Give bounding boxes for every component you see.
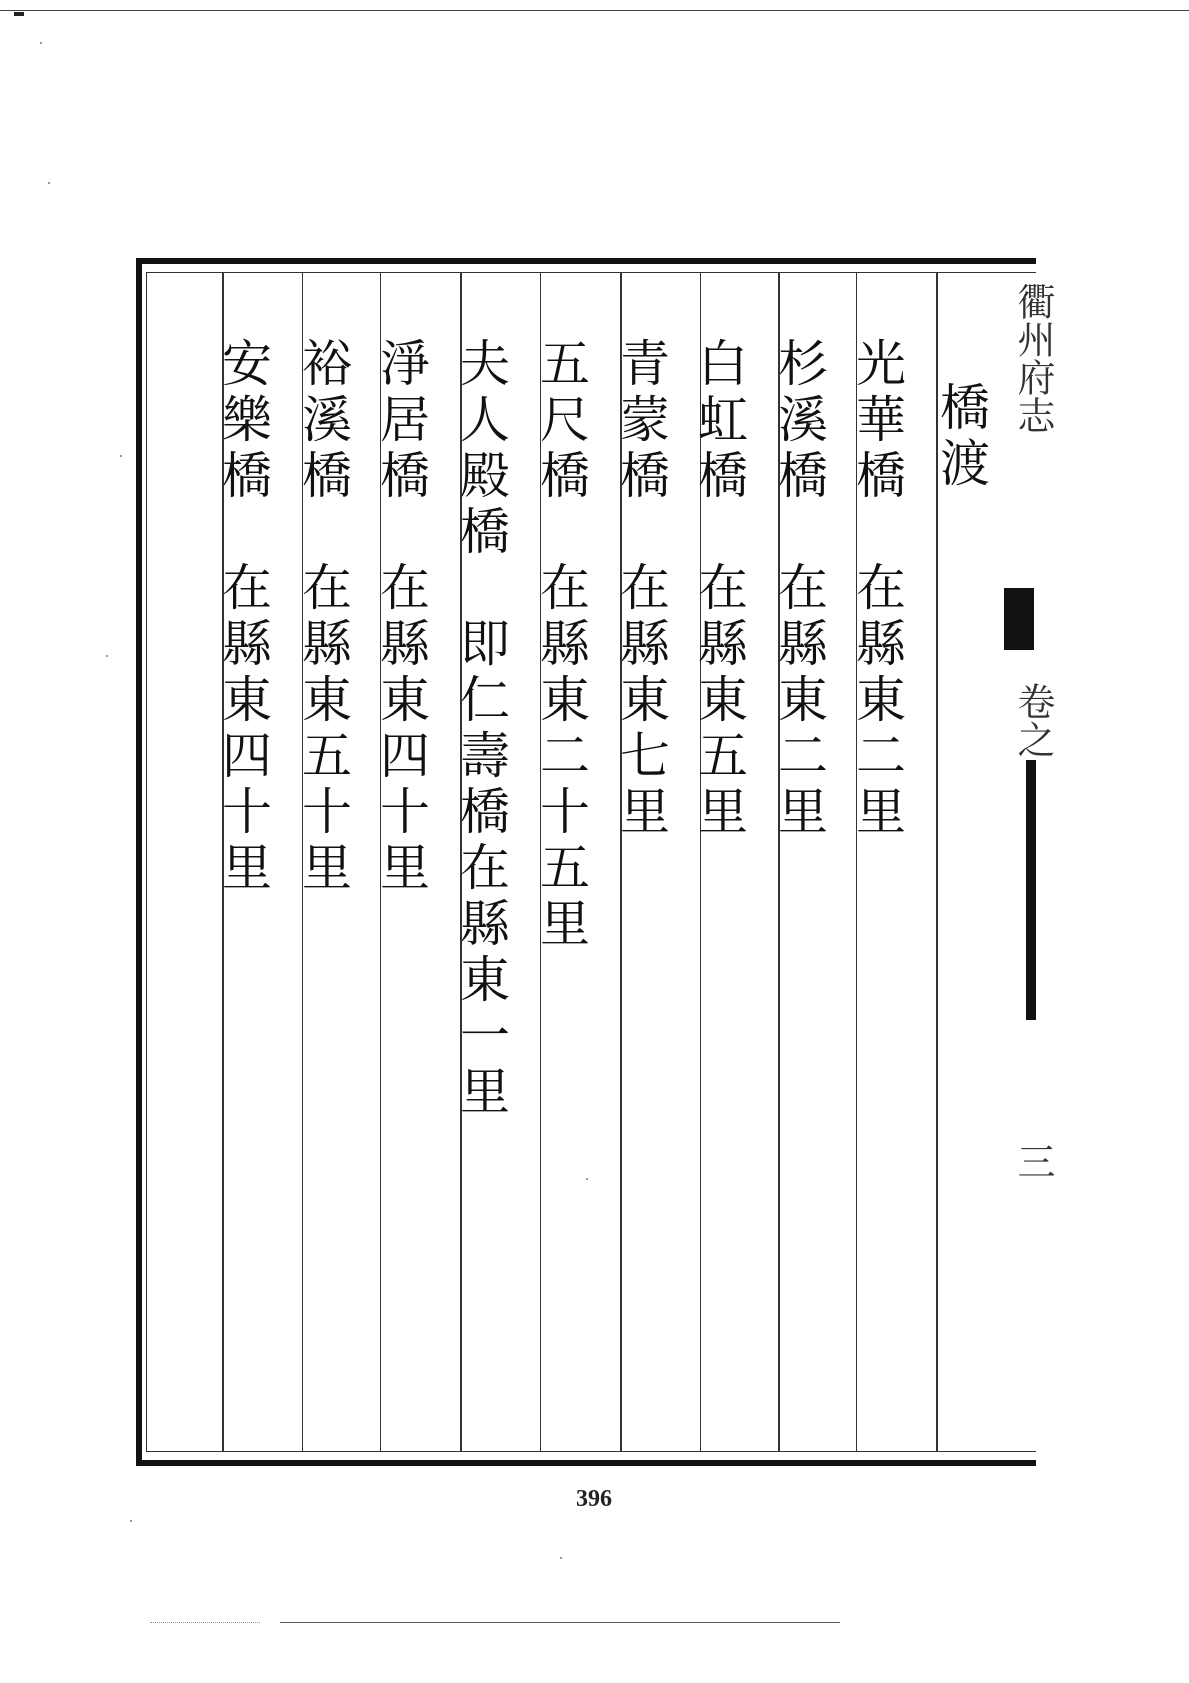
bridge-location: 即 仁 壽 橋 在 縣 東 一 里: [460, 615, 510, 1121]
entry-column: [294, 336, 360, 896]
scan-speck: [120, 455, 122, 457]
bridge-name: 安 樂 橋: [222, 335, 272, 505]
bridge-name: 五 尺 橋: [540, 335, 590, 505]
entry-column: [532, 336, 598, 952]
bridge-name: 夫 人 殿 橋: [460, 335, 510, 561]
bridge-name: 裕 溪 橋: [302, 335, 352, 505]
margin-title: 衢州府志: [1011, 282, 1055, 434]
entry-column: [770, 336, 836, 840]
margin-leaf-number: 三: [1011, 1142, 1055, 1180]
entry-column: [214, 336, 280, 896]
section-title-text: 橋 渡: [940, 379, 990, 493]
scan-speck: [106, 655, 108, 657]
bridge-name: 淨 居 橋: [380, 335, 430, 505]
scan-speck: [560, 1557, 562, 1559]
bridge-location: 在 縣 東 四 十 里: [380, 559, 430, 897]
bridge-location: 在 縣 東 七 里: [620, 559, 670, 841]
margin-volume: 卷之: [1011, 682, 1055, 758]
scan-speck: [48, 182, 50, 184]
bottom-dotted-rule: [150, 1622, 260, 1623]
bridge-name: 白 虹 橋: [698, 335, 748, 505]
section-heading: [932, 380, 998, 492]
bridge-location: 在 縣 東 二 里: [778, 559, 828, 841]
entry-column: [690, 336, 756, 840]
entry-column: [452, 336, 518, 1120]
bridge-location: 在 縣 東 二 十 五 里: [540, 559, 590, 953]
scan-speck: [130, 1520, 132, 1522]
corner-mark: [14, 12, 24, 16]
bridge-location: 在 縣 東 四 十 里: [222, 559, 272, 897]
bridge-name: 青 蒙 橋: [620, 335, 670, 505]
scan-speck: [586, 1178, 588, 1180]
entry-column: [848, 336, 914, 840]
bridge-name: 杉 溪 橋: [778, 335, 828, 505]
entry-column: [612, 336, 678, 840]
page-number: 396: [576, 1486, 612, 1512]
scan-speck: [40, 42, 42, 44]
bridge-location: 在 縣 東 二 里: [856, 559, 906, 841]
margin-bar: [1026, 760, 1036, 1020]
bridge-name: 光 華 橋: [856, 335, 906, 505]
bridge-location: 在 縣 東 五 里: [698, 559, 748, 841]
entry-column: [372, 336, 438, 896]
fishtail-mark: [1004, 588, 1034, 650]
top-rule: [0, 10, 1189, 11]
bottom-rule: [280, 1622, 840, 1623]
bridge-location: 在 縣 東 五 十 里: [302, 559, 352, 897]
